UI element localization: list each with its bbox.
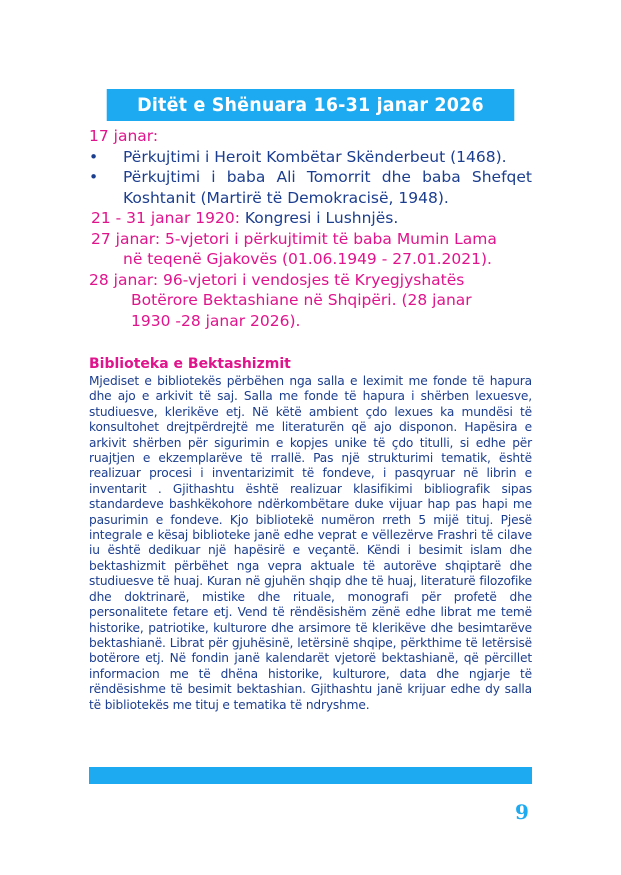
body-paragraph: Mjediset e bibliotekës përbëhen nga salla e leximit me fonde të hapura dhe ajo e arkivit të saj. Salla me fonde të hapura i shërben lexuesve, studiuesve, klerikëve etj. Në këtë ambient çdo lexues ka mundësi të konsultohet drejtpërdrejtë me literaturën që ajo disponon. Hapësira e arkivit shërben për sigurimin e kopjes unike të çdo titulli, si edhe për ruajtjen e ekzemplarëve të rrallë. Pas një strukturimi tematik, është realizuar procesi i inventarizimit të fondeve, i pasqyruar në librin e inventarit . Gjithashtu është realizuar klasifikimi bibliografik sipas standardeve bashkëkohore ndërkombëtare duke vijuar hap pas hapi me pasurimin e fondeve. Kjo bibliotekë numëron rreth 5 mijë tituj. Pjesë integrale e kësaj biblioteke janë edhe veprat e vëllezërve Frashri të cilave iu është dedikuar një hapësirë e veçantë. Këndi i besimit islam dhe bektashizmit përbëhet nga vepra aktuale të autorëve shqiptarë dhe studiuesve të huaj. Kuran në gjuhën shqip dhe të huaj, literaturë filozofike dhe doktrinarë, mistike dhe rituale, monografi për profetë dhe personalitete fetare etj. Vend të rëndësishëm zënë edhe librat me temë historike, patriotike, kulturore dhe arsimore të klerikëve dhe besimtarëve bektashianë. Librat për gjuhësinë, letërsinë shqipe, përkthime të letërsisë botërore etj. Në fondin janë kalendarët vjetorë bektashianë, që përcillet informacion me të dhëna historike, kulturore, data dhe ngjarje të rëndësishme të besimit bektashian. Gjithashtu janë krijuar edhe dy salla të bibliotekës me tituj e tematika të ndryshme. xyxy=(89,374,532,712)
event-text: 96-vjetori i vendosjes të Kryegjyshatës xyxy=(163,270,465,289)
events-list xyxy=(89,126,532,331)
list-item xyxy=(89,147,532,168)
event-date-17: 17 janar: xyxy=(89,127,159,145)
event-entry xyxy=(89,270,532,291)
page-title: Ditët e Shënuara 16-31 janar 2026 xyxy=(137,94,484,116)
footer-bar xyxy=(89,767,532,784)
list-item-text: Përkujtimi i Heroit Kombëtar Skënderbeut (1468). xyxy=(123,147,507,166)
section-heading: Biblioteka e Bektashizmit xyxy=(89,356,291,372)
bullet-icon: • xyxy=(89,168,99,186)
event-date-21: 21 - 31 janar 1920: xyxy=(91,209,240,227)
bullet-icon: • xyxy=(89,147,99,166)
event-text-continued: 1930 -28 janar 2026). xyxy=(131,311,301,330)
event-date-27: 27 janar: xyxy=(91,229,161,248)
event-text: 5-vjetori i përkujtimit të baba Mumin Lama xyxy=(165,229,497,248)
list-item xyxy=(89,167,532,208)
event-date xyxy=(89,126,532,147)
title-banner xyxy=(107,89,515,121)
event-text-continued: Botërore Bektashiane në Shqipëri. (28 janar xyxy=(131,291,472,309)
event-entry xyxy=(89,208,532,229)
page-number: 9 xyxy=(515,800,529,824)
event-entry xyxy=(89,229,532,250)
event-text-continued: në teqenë Gjakovës (01.06.1949 - 27.01.2021). xyxy=(123,250,492,268)
event-date-28: 28 janar: xyxy=(89,270,159,289)
list-item-text: Përkujtimi i baba Ali Tomorrit dhe baba Shefqet Koshtanit (Martirë të Demokracisë, 1948). xyxy=(123,168,532,207)
event-text: Kongresi i Lushnjës. xyxy=(244,209,399,227)
